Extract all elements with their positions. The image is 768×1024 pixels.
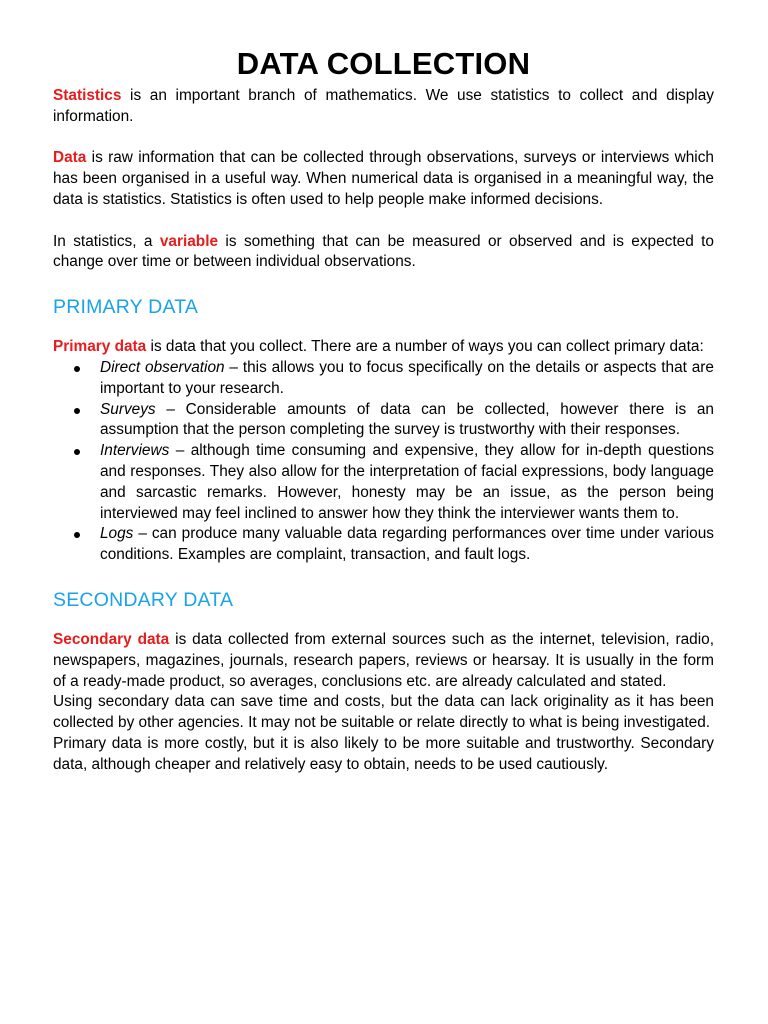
primary-data-heading: PRIMARY DATA bbox=[53, 296, 199, 319]
secondary-data-term: Secondary data bbox=[53, 630, 170, 648]
list-item bbox=[53, 400, 714, 442]
method-description: – although time consuming and expensive, they allow for in-depth questions and responses. They also allow for the interpretation of facial expressions, body language and sarcastic remarks. However, honesty may be an issue, as the person being interviewed may feel inclined to answer how they think the interviewer wants them to. bbox=[100, 442, 714, 522]
statistics-term: Statistics bbox=[53, 87, 122, 104]
list-item bbox=[53, 358, 714, 400]
data-term: Data bbox=[53, 149, 87, 167]
variable-definition: is something that can be measured or observed and is expected to change over time or between individual observations. bbox=[53, 232, 714, 271]
bullet-icon bbox=[74, 532, 80, 538]
bullet-icon bbox=[74, 408, 80, 414]
data-definition: is raw information that can be collected through observations, surveys or interviews which has been organised in a useful way. When numerical data is organised in a meaningful way, the data is statistics. Statistics is often used to help people make informed decisions. bbox=[53, 149, 714, 208]
method-term: Direct observation bbox=[100, 358, 225, 376]
variable-term: variable bbox=[159, 232, 219, 250]
method-term: Logs bbox=[100, 525, 134, 543]
primary-methods-list bbox=[53, 358, 714, 566]
method-description: – Considerable amounts of data can be collected, however there is an assumption that the person completing the survey is trustworthy with their responses. bbox=[100, 400, 714, 439]
statistics-paragraph bbox=[53, 86, 714, 128]
variable-lead: In statistics, a bbox=[53, 232, 160, 250]
comparison-paragraph: Primary data is more costly, but it is also likely to be more suitable and trustworthy. Secondary data, although cheaper and relatively easy to obtain, needs to be used cautiously. bbox=[53, 734, 714, 773]
page-title: DATA COLLECTION bbox=[236, 46, 531, 81]
primary-data-definition: is data that you collect. There are a number of ways you can collect primary data: bbox=[146, 338, 704, 356]
method-description: – can produce many valuable data regarding performances over time under various conditions. Examples are complaint, transaction, and fault logs. bbox=[100, 525, 714, 564]
statistics-definition: is an important branch of mathematics. We use statistics to collect and display information. bbox=[53, 87, 714, 125]
bullet-icon bbox=[74, 366, 80, 372]
document-page bbox=[53, 44, 714, 776]
primary-data-term: Primary data bbox=[53, 338, 147, 356]
method-term: Surveys bbox=[100, 400, 156, 418]
variable-paragraph bbox=[53, 232, 714, 274]
data-paragraph bbox=[53, 148, 714, 210]
secondary-data-costs-paragraph: Using secondary data can save time and costs, but the data can lack originality as it has been collected by other agencies. It may not be suitable or relate directly to what is being investigated. bbox=[53, 693, 714, 732]
secondary-data-definition: is data collected from external sources such as the internet, television, radio, newspapers, magazines, journals, research papers, reviews or hearsay. It is usually in the form of a ready-made product, so averages, conclusions etc. are already calculated and stated. bbox=[53, 630, 714, 690]
bullet-icon bbox=[74, 449, 80, 455]
method-description: – this allows you to focus specifically on the details or aspects that are important to your research. bbox=[100, 358, 714, 397]
method-term: Interviews bbox=[100, 442, 170, 460]
list-item bbox=[53, 441, 714, 524]
secondary-data-heading: SECONDARY DATA bbox=[53, 588, 234, 611]
secondary-data-paragraph bbox=[53, 630, 714, 692]
primary-data-intro bbox=[53, 337, 714, 358]
list-item bbox=[53, 524, 714, 566]
